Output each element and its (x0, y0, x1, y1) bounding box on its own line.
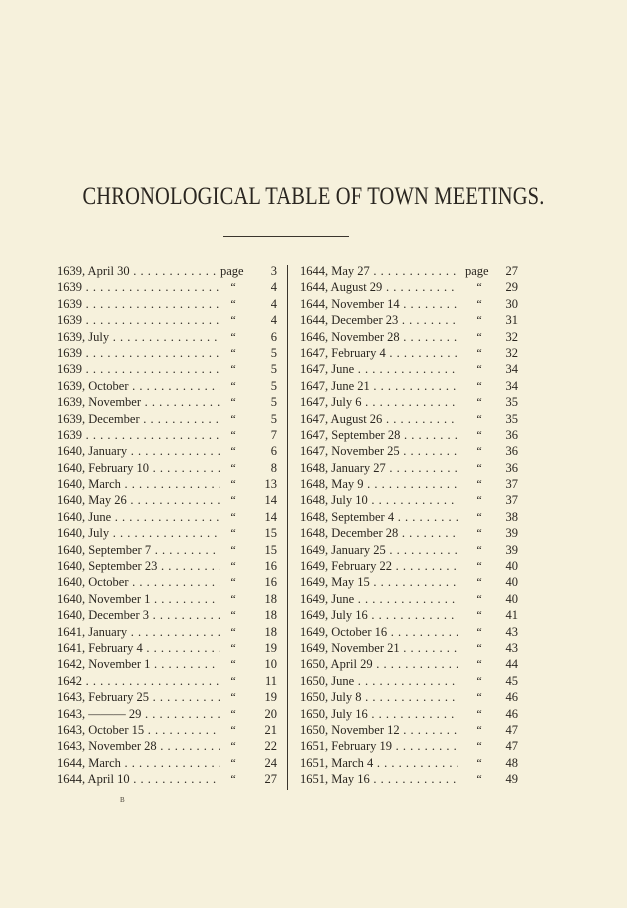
ditto-mark: “ (230, 772, 236, 787)
ditto-mark: “ (230, 460, 236, 475)
ditto-mark: “ (230, 345, 236, 360)
page-number: 15 (264, 526, 277, 541)
meeting-date: 1648, September 4 . . . (300, 509, 458, 525)
ditto-mark: “ (476, 411, 482, 426)
page-number: 32 (505, 329, 518, 344)
table-row (57, 279, 277, 295)
table-row (57, 509, 277, 525)
page-number: 48 (505, 755, 518, 770)
table-row (57, 443, 277, 459)
ditto-mark: “ (476, 673, 482, 688)
meeting-date: 1649, February 22 . . . (300, 558, 458, 574)
page-number: 47 (505, 722, 518, 737)
meeting-date: 1639, December . . . (57, 411, 220, 427)
page-number: 3 (270, 264, 277, 278)
page-number: 46 (505, 690, 518, 705)
ditto-mark: “ (230, 640, 236, 655)
page-number: 15 (264, 542, 277, 557)
table-row (300, 279, 518, 295)
ditto-mark: “ (230, 624, 236, 639)
meeting-date: 1643, ——— 29 . . . (57, 706, 220, 722)
table-row (57, 460, 277, 476)
page-number: 14 (264, 493, 277, 508)
table-row (300, 460, 518, 476)
table-row (57, 656, 277, 672)
meeting-date: 1639, July . . . (57, 329, 220, 345)
ditto-mark: “ (476, 657, 482, 672)
page-number: 11 (264, 673, 277, 688)
ditto-mark: “ (476, 362, 482, 377)
page-number: 37 (505, 493, 518, 508)
ditto-mark: “ (230, 329, 236, 344)
meeting-date: 1651, March 4 . . . (300, 755, 458, 771)
page-number: 16 (264, 559, 277, 574)
meeting-date: 1639 . . . (57, 361, 220, 377)
ditto-mark: “ (230, 673, 236, 688)
ditto-mark: “ (230, 542, 236, 557)
page-number: 34 (505, 378, 518, 393)
meeting-date: 1639 . . . (57, 312, 220, 328)
page-number: 37 (505, 477, 518, 492)
page-label: page (465, 264, 489, 278)
ditto-mark: “ (476, 313, 482, 328)
table-row (300, 591, 518, 607)
page-number: 35 (505, 411, 518, 426)
page-number: 8 (270, 460, 277, 475)
table-row (57, 542, 277, 558)
meeting-date: 1651, May 16 . . . (300, 771, 458, 787)
page-number: 13 (264, 477, 277, 492)
table-row (300, 542, 518, 558)
page-number: 5 (270, 395, 277, 410)
table-row (300, 738, 518, 754)
table-row (300, 607, 518, 623)
table-row (300, 492, 518, 508)
meeting-date: 1649, November 21 . . . (300, 640, 458, 656)
meeting-date: 1647, September 28 . . . (300, 427, 458, 443)
ditto-mark: “ (476, 608, 482, 623)
page-number: 36 (505, 427, 518, 442)
meeting-date: 1647, February 4 . . . (300, 345, 458, 361)
page-number: 46 (505, 706, 518, 721)
table-row (300, 558, 518, 574)
ditto-mark: “ (476, 280, 482, 295)
table-row (300, 574, 518, 590)
meeting-date: 1644, August 29 . . . (300, 279, 458, 295)
meeting-date: 1648, December 28 . . . (300, 525, 458, 541)
ditto-mark: “ (230, 526, 236, 541)
ditto-mark: “ (230, 575, 236, 590)
page-number: 36 (505, 460, 518, 475)
meeting-date: 1644, March . . . (57, 755, 220, 771)
meeting-date: 1639, November . . . (57, 394, 220, 410)
table-row (300, 378, 518, 394)
ditto-mark: “ (230, 755, 236, 770)
ditto-mark: “ (476, 690, 482, 705)
ditto-mark: “ (230, 313, 236, 328)
ditto-mark: “ (476, 493, 482, 508)
table-row (300, 509, 518, 525)
ditto-mark: “ (476, 509, 482, 524)
table-row (57, 558, 277, 574)
meeting-date: 1644, November 14 . . . (300, 296, 458, 312)
ditto-mark: “ (230, 362, 236, 377)
meeting-date: 1640, December 3 . . . (57, 607, 220, 623)
table-row (300, 673, 518, 689)
page-number: 7 (270, 427, 277, 442)
ditto-mark: “ (230, 690, 236, 705)
table-row (300, 706, 518, 722)
table-row (57, 312, 277, 328)
ditto-mark: “ (230, 444, 236, 459)
ditto-mark: “ (476, 427, 482, 442)
page-number: 4 (270, 313, 277, 328)
page-number: 47 (505, 739, 518, 754)
page-number: 27 (264, 772, 277, 787)
page-number: 24 (264, 755, 277, 770)
meeting-date: 1649, October 16 . . . (300, 624, 458, 640)
meeting-date: 1640, June . . . (57, 509, 220, 525)
table-row (57, 574, 277, 590)
meeting-date: 1642, November 1 . . . (57, 656, 220, 672)
page-number: 29 (505, 280, 518, 295)
meeting-date: 1643, November 28 . . . (57, 738, 220, 754)
page-number: 39 (505, 526, 518, 541)
table-row (300, 476, 518, 492)
meeting-date: 1639 . . . (57, 279, 220, 295)
ditto-mark: “ (476, 722, 482, 737)
ditto-mark: “ (230, 739, 236, 754)
table-row (57, 329, 277, 345)
meeting-date: 1640, February 10 . . . (57, 460, 220, 476)
table-row (57, 427, 277, 443)
meeting-date: 1640, May 26 . . . (57, 492, 220, 508)
meeting-date: 1650, July 8 . . . (300, 689, 458, 705)
table-row (300, 296, 518, 312)
meeting-date: 1639, April 30 . . . (57, 263, 220, 279)
page-number: 5 (270, 362, 277, 377)
page-number: 34 (505, 362, 518, 377)
ditto-mark: “ (476, 296, 482, 311)
meeting-date: 1639 . . . (57, 296, 220, 312)
table-row (57, 476, 277, 492)
ditto-mark: “ (230, 493, 236, 508)
meeting-date: 1647, July 6 . . . (300, 394, 458, 410)
page-number: 18 (264, 608, 277, 623)
ditto-mark: “ (230, 591, 236, 606)
meeting-date: 1644, May 27 . . . (300, 263, 458, 279)
page-number: 6 (270, 329, 277, 344)
table-row (57, 640, 277, 656)
page-number: 5 (270, 345, 277, 360)
table-row (57, 361, 277, 377)
ditto-mark: “ (476, 526, 482, 541)
ditto-mark: “ (230, 296, 236, 311)
right-column (300, 263, 518, 788)
page-number: 22 (264, 739, 277, 754)
table-row (300, 755, 518, 771)
meeting-date: 1643, October 15 . . . (57, 722, 220, 738)
table-row (57, 738, 277, 754)
table-row (300, 722, 518, 738)
page-number: 10 (264, 657, 277, 672)
ditto-mark: “ (476, 460, 482, 475)
table-row (57, 755, 277, 771)
ditto-mark: “ (230, 395, 236, 410)
meeting-date: 1643, February 25 . . . (57, 689, 220, 705)
ditto-mark: “ (476, 559, 482, 574)
meeting-date: 1641, February 4 . . . (57, 640, 220, 656)
meeting-date: 1639 . . . (57, 345, 220, 361)
page-number: 31 (505, 313, 518, 328)
table-row (57, 492, 277, 508)
ditto-mark: “ (476, 640, 482, 655)
ditto-mark: “ (476, 706, 482, 721)
meeting-date: 1650, July 16 . . . (300, 706, 458, 722)
page-number: 21 (264, 722, 277, 737)
meeting-date: 1640, September 23 . . . (57, 558, 220, 574)
ditto-mark: “ (230, 706, 236, 721)
meeting-date: 1648, May 9 . . . (300, 476, 458, 492)
page-number: 40 (505, 559, 518, 574)
ditto-mark: “ (230, 378, 236, 393)
meeting-date: 1647, June 21 . . . (300, 378, 458, 394)
ditto-mark: “ (230, 657, 236, 672)
meeting-date: 1640, November 1 . . . (57, 591, 220, 607)
table-row (300, 427, 518, 443)
page-number: 16 (264, 575, 277, 590)
page-number: 5 (270, 411, 277, 426)
page-number: 32 (505, 345, 518, 360)
ditto-mark: “ (476, 624, 482, 639)
page-number: 4 (270, 280, 277, 295)
page-number: 18 (264, 591, 277, 606)
ditto-mark: “ (476, 477, 482, 492)
ditto-mark: “ (476, 591, 482, 606)
meeting-date: 1648, January 27 . . . (300, 460, 458, 476)
ditto-mark: “ (230, 509, 236, 524)
meeting-date: 1640, March . . . (57, 476, 220, 492)
meeting-date: 1639 . . . (57, 427, 220, 443)
table-row (300, 443, 518, 459)
page-title: CHRONOLOGICAL TABLE OF TOWN MEETINGS. (82, 183, 545, 210)
page-number: 20 (264, 706, 277, 721)
ditto-mark: “ (476, 395, 482, 410)
ditto-mark: “ (230, 427, 236, 442)
table-row (300, 771, 518, 787)
page-number: 41 (505, 608, 518, 623)
meeting-date: 1640, July . . . (57, 525, 220, 541)
table-row (57, 607, 277, 623)
meeting-date: 1642 . . . (57, 673, 220, 689)
page-number: 43 (505, 624, 518, 639)
left-column (57, 263, 277, 788)
table-row (57, 296, 277, 312)
meeting-date: 1639, October . . . (57, 378, 220, 394)
meeting-date: 1647, June . . . (300, 361, 458, 377)
table-row (300, 411, 518, 427)
page-number: 39 (505, 542, 518, 557)
meeting-date: 1649, May 15 . . . (300, 574, 458, 590)
page-number: 36 (505, 444, 518, 459)
table-row (57, 345, 277, 361)
page-number: 14 (264, 509, 277, 524)
page-number: 45 (505, 673, 518, 688)
meeting-date: 1640, October . . . (57, 574, 220, 590)
table-row (300, 263, 518, 279)
ditto-mark: “ (476, 739, 482, 754)
meeting-date: 1648, July 10 . . . (300, 492, 458, 508)
table-row (57, 378, 277, 394)
page-number: 19 (264, 640, 277, 655)
meeting-date: 1651, February 19 . . . (300, 738, 458, 754)
table-row (57, 394, 277, 410)
meeting-date: 1649, June . . . (300, 591, 458, 607)
table-row (300, 689, 518, 705)
table-row (300, 656, 518, 672)
table-row (300, 329, 518, 345)
table-row (300, 394, 518, 410)
ditto-mark: “ (230, 411, 236, 426)
ditto-mark: “ (476, 575, 482, 590)
table-row (57, 411, 277, 427)
page-number: 35 (505, 395, 518, 410)
page-number: 43 (505, 640, 518, 655)
page-number: 30 (505, 296, 518, 311)
ditto-mark: “ (476, 345, 482, 360)
page-number: 49 (505, 772, 518, 787)
table-row (57, 706, 277, 722)
meeting-date: 1649, July 16 . . . (300, 607, 458, 623)
meeting-date: 1647, November 25 . . . (300, 443, 458, 459)
page-label: page (220, 264, 244, 278)
meeting-date: 1647, August 26 . . . (300, 411, 458, 427)
meeting-date: 1641, January . . . (57, 624, 220, 640)
ditto-mark: “ (476, 755, 482, 770)
meeting-date: 1644, April 10 . . . (57, 771, 220, 787)
page-number: 5 (270, 378, 277, 393)
ditto-mark: “ (230, 280, 236, 295)
ditto-mark: “ (476, 542, 482, 557)
signature-mark: B (120, 796, 125, 804)
page-number: 6 (270, 444, 277, 459)
meeting-date: 1640, January . . . (57, 443, 220, 459)
meeting-date: 1650, June . . . (300, 673, 458, 689)
page-number: 38 (505, 509, 518, 524)
table-row (57, 722, 277, 738)
page-number: 40 (505, 591, 518, 606)
table-row (300, 525, 518, 541)
table-row (57, 673, 277, 689)
page-number: 44 (505, 657, 518, 672)
page-number: 4 (270, 296, 277, 311)
meeting-date: 1649, January 25 . . . (300, 542, 458, 558)
meeting-date: 1644, December 23 . . . (300, 312, 458, 328)
table-row (57, 624, 277, 640)
ditto-mark: “ (476, 378, 482, 393)
page-number: 40 (505, 575, 518, 590)
meeting-date: 1640, September 7 . . . (57, 542, 220, 558)
table-row (300, 640, 518, 656)
meeting-date: 1650, November 12 . . . (300, 722, 458, 738)
ditto-mark: “ (230, 608, 236, 623)
ditto-mark: “ (476, 772, 482, 787)
meeting-date: 1650, April 29 . . . (300, 656, 458, 672)
table-row (300, 345, 518, 361)
page-number: 27 (505, 264, 518, 278)
ditto-mark: “ (230, 477, 236, 492)
table-row (300, 312, 518, 328)
table-row (57, 263, 277, 279)
title-divider (223, 236, 349, 237)
table-row (300, 624, 518, 640)
table-row (57, 525, 277, 541)
ditto-mark: “ (476, 444, 482, 459)
ditto-mark: “ (230, 559, 236, 574)
table-row (57, 771, 277, 787)
table-row (57, 591, 277, 607)
column-divider (287, 265, 288, 790)
table-row (57, 689, 277, 705)
page-number: 19 (264, 690, 277, 705)
ditto-mark: “ (230, 722, 236, 737)
ditto-mark: “ (476, 329, 482, 344)
meeting-date: 1646, November 28 . . . (300, 329, 458, 345)
page-number: 18 (264, 624, 277, 639)
table-row (300, 361, 518, 377)
